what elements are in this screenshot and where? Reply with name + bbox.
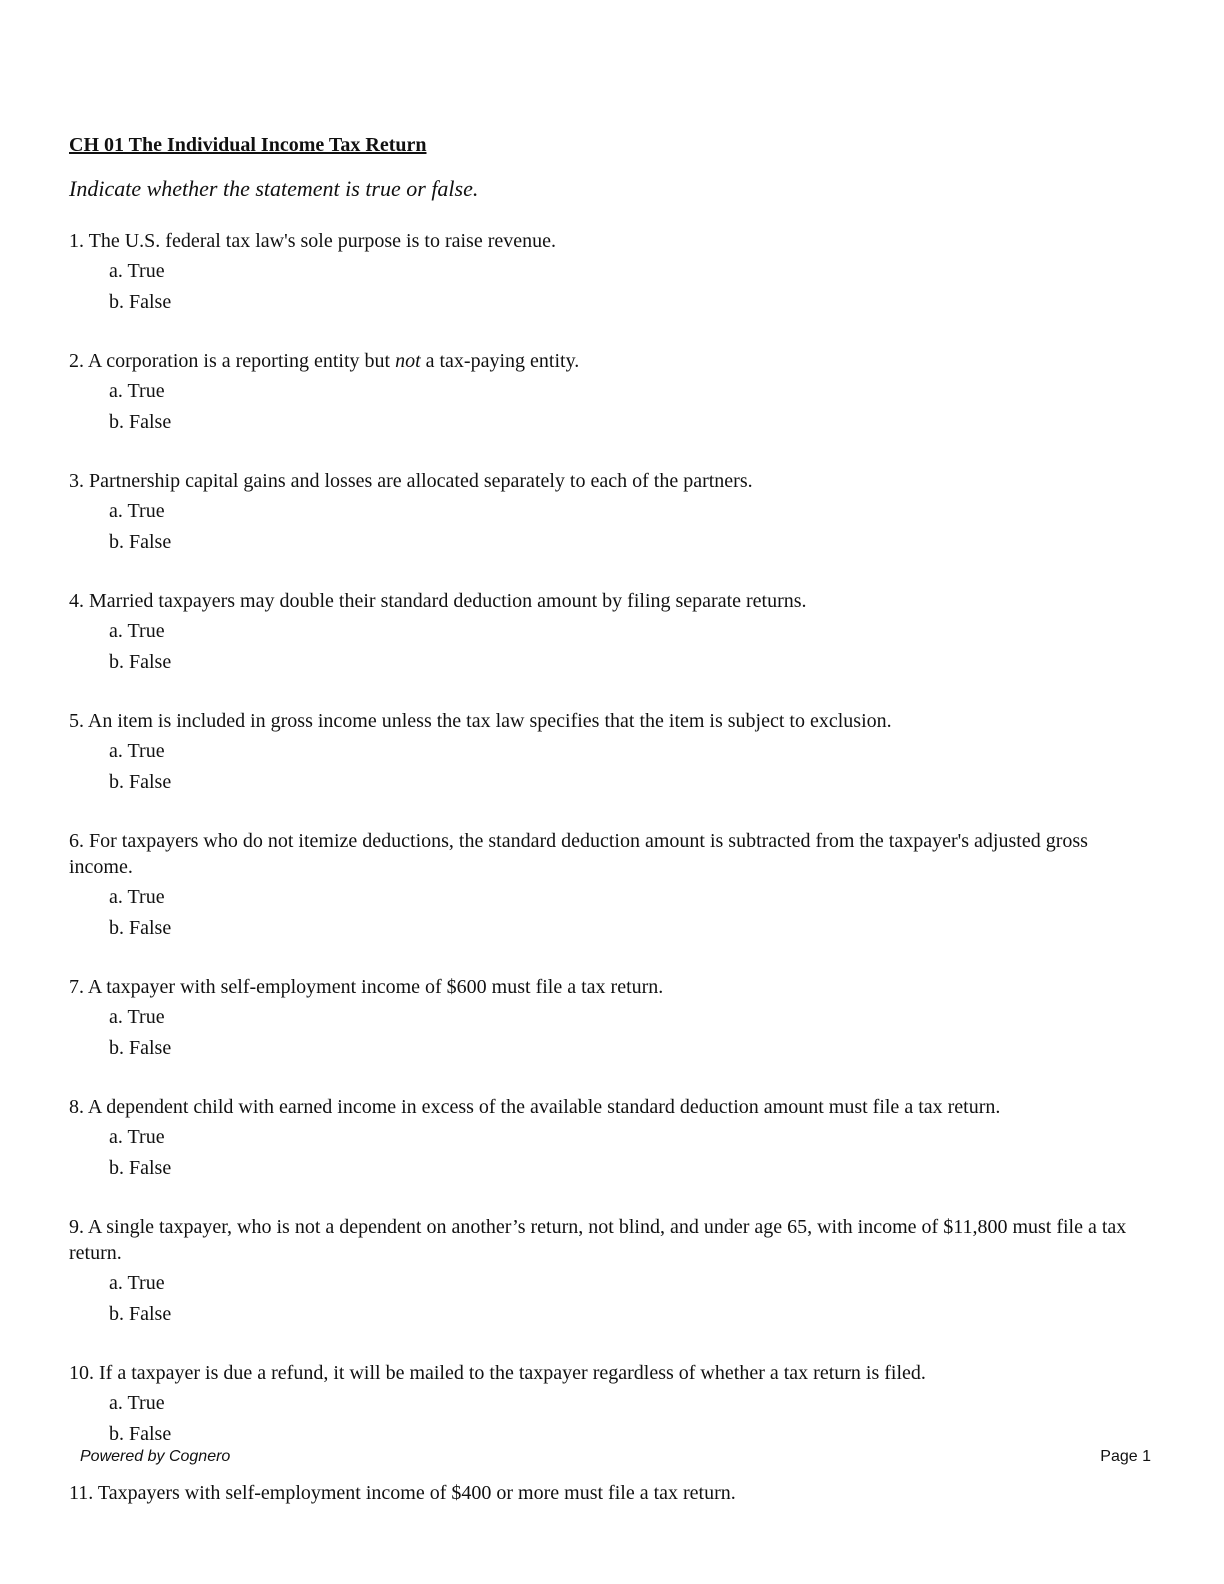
answer-options [69, 736, 1149, 798]
question-10 [69, 1360, 1149, 1480]
option-true: a. True [109, 620, 165, 642]
question-list [69, 228, 1149, 1506]
answer-options [69, 1122, 1149, 1184]
question-text: 3. Partnership capital gains and losses are allocated separately to each of the partners. [69, 470, 753, 492]
question-text: 8. A dependent child with earned income in excess of the available standard deduction amount must file a tax return. [69, 1096, 1001, 1118]
question-11 [69, 1480, 1149, 1506]
question-8 [69, 1094, 1149, 1214]
answer-options [69, 376, 1149, 438]
option-true: a. True [109, 886, 165, 908]
option-false: b. False [109, 531, 172, 553]
answer-options [69, 496, 1149, 558]
question-2 [69, 348, 1149, 468]
question-text: 10. If a taxpayer is due a refund, it will be mailed to the taxpayer regardless of whether a tax return is filed. [69, 1362, 926, 1384]
option-false: b. False [109, 771, 172, 793]
emphasis-not: not [395, 350, 421, 372]
answer-options [69, 1002, 1149, 1064]
question-text: 9. A single taxpayer, who is not a dependent on another’s return, not blind, and under age 65, with income of $11,800 must file a tax return. [69, 1216, 1127, 1264]
powered-by-footer: Powered by Cognero [80, 1448, 231, 1465]
answer-options [69, 616, 1149, 678]
page-number: Page 1 [1100, 1448, 1151, 1465]
option-false: b. False [109, 1423, 172, 1445]
option-false: b. False [109, 1037, 172, 1059]
answer-options [69, 882, 1149, 944]
question-text: 11. Taxpayers with self-employment income of $400 or more must file a tax return. [69, 1482, 736, 1504]
question-7 [69, 974, 1149, 1094]
question-text: 4. Married taxpayers may double their standard deduction amount by filing separate returns. [69, 590, 807, 612]
option-false: b. False [109, 1157, 172, 1179]
answer-options [69, 256, 1149, 318]
question-6 [69, 828, 1149, 974]
option-false: b. False [109, 1303, 172, 1325]
question-text: 7. A taxpayer with self-employment income of $600 must file a tax return. [69, 976, 664, 998]
option-true: a. True [109, 260, 165, 282]
option-true: a. True [109, 500, 165, 522]
question-1 [69, 228, 1149, 348]
option-false: b. False [109, 651, 172, 673]
option-true: a. True [109, 740, 165, 762]
question-4 [69, 588, 1149, 708]
instructions: Indicate whether the statement is true or false. [69, 176, 479, 201]
question-5 [69, 708, 1149, 828]
question-text: 5. An item is included in gross income unless the tax law specifies that the item is subject to exclusion. [69, 710, 892, 732]
option-true: a. True [109, 380, 165, 402]
question-text: 6. For taxpayers who do not itemize deductions, the standard deduction amount is subtracted from the taxpayer's adjusted gross income. [69, 830, 1088, 878]
option-true: a. True [109, 1272, 165, 1294]
option-true: a. True [109, 1126, 165, 1148]
question-text: 1. The U.S. federal tax law's sole purpose is to raise revenue. [69, 230, 556, 252]
question-9 [69, 1214, 1149, 1360]
answer-options [69, 1268, 1149, 1330]
question-3 [69, 468, 1149, 588]
option-true: a. True [109, 1006, 165, 1028]
option-false: b. False [109, 917, 172, 939]
option-false: b. False [109, 291, 172, 313]
document-title: CH 01 The Individual Income Tax Return [69, 134, 427, 156]
answer-options [69, 1388, 1149, 1450]
option-false: b. False [109, 411, 172, 433]
option-true: a. True [109, 1392, 165, 1414]
question-text: 2. A corporation is a reporting entity but not a tax-paying entity. [69, 350, 580, 372]
